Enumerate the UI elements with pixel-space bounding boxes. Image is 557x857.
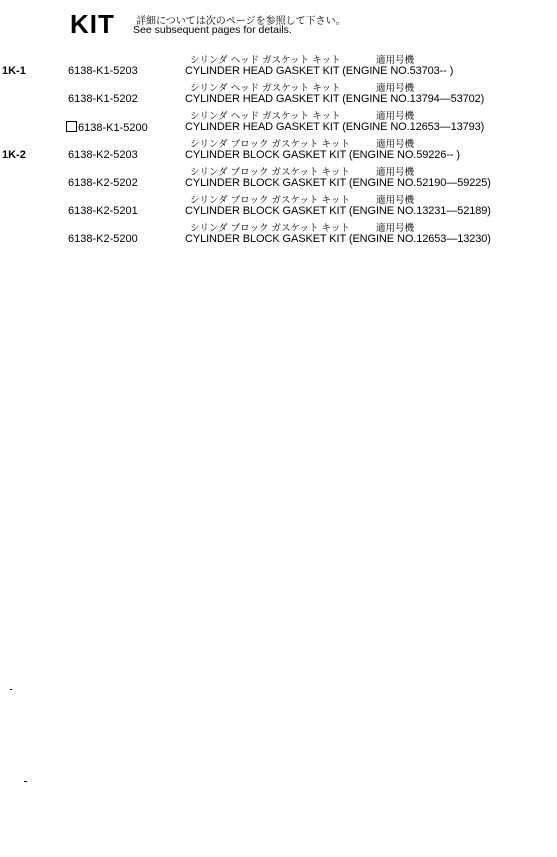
english-description: CYLINDER BLOCK GASKET KIT (ENGINE NO.13231—52189) xyxy=(185,205,491,217)
parts-row xyxy=(0,190,557,218)
japanese-applicability-label: 適用号機 xyxy=(376,55,415,66)
part-number-text: 6138-K1-5203 xyxy=(68,65,138,77)
part-number xyxy=(66,121,148,134)
scan-speck xyxy=(24,781,27,782)
part-number xyxy=(68,65,138,77)
japanese-applicability-label: 適用号機 xyxy=(376,139,415,150)
japanese-description: シリンダ ブロック ガスケット キット xyxy=(190,223,350,234)
japanese-applicability-label: 適用号機 xyxy=(376,223,415,234)
japanese-description: シリンダ ブロック ガスケット キット xyxy=(190,167,350,178)
english-description: CYLINDER BLOCK GASKET KIT (ENGINE NO.12653—13230) xyxy=(185,233,491,245)
japanese-applicability-label: 適用号機 xyxy=(376,167,415,178)
parts-row xyxy=(0,134,557,162)
part-number xyxy=(68,93,138,105)
english-description: CYLINDER HEAD GASKET KIT (ENGINE NO.53703-- ) xyxy=(185,65,454,77)
header-note-japanese: 詳細については次のページを参照して下さい。 xyxy=(136,16,346,27)
scan-speck xyxy=(10,689,12,690)
parts-row xyxy=(0,106,557,134)
english-description: CYLINDER BLOCK GASKET KIT (ENGINE NO.52190—59225) xyxy=(185,177,491,189)
english-description: CYLINDER HEAD GASKET KIT (ENGINE NO.13794—53702) xyxy=(185,93,485,105)
parts-row xyxy=(0,50,557,78)
parts-row xyxy=(0,218,557,246)
japanese-description: シリンダ ブロック ガスケット キット xyxy=(190,195,350,206)
part-number xyxy=(68,205,138,217)
japanese-applicability-label: 適用号機 xyxy=(376,83,415,94)
japanese-description: シリンダ ヘッド ガスケット キット xyxy=(190,55,341,66)
part-number xyxy=(68,233,138,245)
english-description: CYLINDER BLOCK GASKET KIT (ENGINE NO.59226-- ) xyxy=(185,149,460,161)
part-number-text: 6138-K2-5201 xyxy=(68,205,138,217)
japanese-applicability-label: 適用号機 xyxy=(376,195,415,206)
part-number-text: 6138-K2-5202 xyxy=(68,177,138,189)
part-number-text: 6138-K2-5200 xyxy=(68,233,138,245)
japanese-description: シリンダ ヘッド ガスケット キット xyxy=(190,111,341,122)
english-description: CYLINDER HEAD GASKET KIT (ENGINE NO.12653—13793) xyxy=(185,121,485,133)
japanese-description: シリンダ ヘッド ガスケット キット xyxy=(190,83,341,94)
parts-row xyxy=(0,162,557,190)
item-number: 1K-2 xyxy=(2,149,26,161)
part-number xyxy=(68,177,138,189)
item-number: 1K-1 xyxy=(2,65,26,77)
japanese-description: シリンダ ブロック ガスケット キット xyxy=(190,139,350,150)
part-number-text: 6138-K2-5203 xyxy=(68,149,138,161)
part-number-text: 6138-K1-5202 xyxy=(68,93,138,105)
part-number-text: 6138-K1-5200 xyxy=(78,122,148,134)
part-number xyxy=(68,149,138,161)
japanese-applicability-label: 適用号機 xyxy=(376,111,415,122)
header-note-english: See subsequent pages for details. xyxy=(133,24,292,36)
parts-row xyxy=(0,78,557,106)
checkbox-icon xyxy=(66,121,77,132)
page-title: KIT xyxy=(70,9,115,39)
